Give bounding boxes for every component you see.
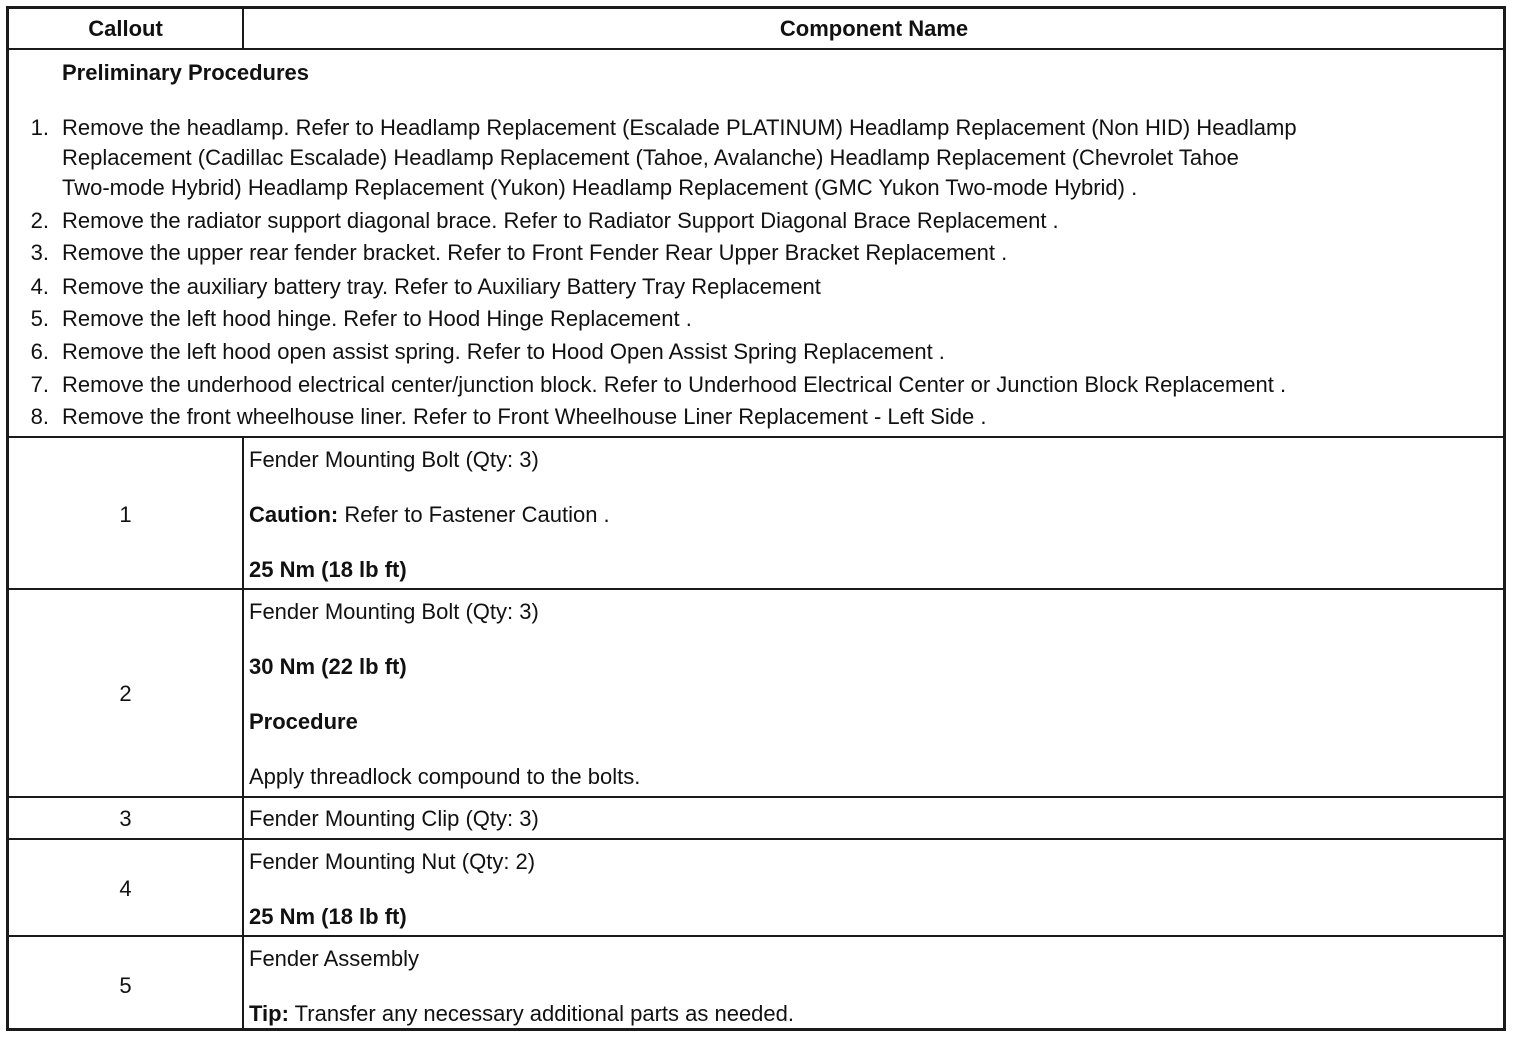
header-divider: [9, 48, 1503, 50]
step-text: Remove the front wheelhouse liner. Refer to Front Wheelhouse Liner Replacement - Left Side .: [62, 404, 987, 429]
step-number: 3.: [30, 240, 49, 265]
component-name: Fender Mounting Nut (Qty: 2): [249, 849, 536, 874]
tip-note: [249, 999, 794, 1029]
torque-spec: 30 Nm (22 lb ft): [249, 654, 407, 679]
step-text: Remove the upper rear fender bracket. Refer to Front Fender Rear Upper Bracket Replacement .: [62, 240, 1008, 265]
step-text: Remove the left hood hinge. Refer to Hood Hinge Replacement .: [62, 306, 692, 331]
step-text: Remove the auxiliary battery tray. Refer to Auxiliary Battery Tray Replacement: [62, 274, 821, 299]
step-number: 1.: [30, 115, 49, 140]
callout-number: 2: [119, 681, 132, 706]
row-divider: [9, 796, 1503, 798]
caution-label: Caution:: [249, 502, 339, 527]
step-number: 2.: [30, 208, 49, 233]
row-divider: [9, 588, 1503, 590]
step-number: 6.: [30, 339, 49, 364]
tip-label: Tip:: [249, 1001, 289, 1026]
component-table: [6, 6, 1506, 1031]
torque-spec: 25 Nm (18 lb ft): [249, 904, 407, 929]
step-text: Remove the headlamp. Refer to Headlamp Replacement (Escalade PLATINUM) Headlamp Replacement (Non HID) Headlamp: [62, 115, 1297, 140]
tip-text: Transfer any necessary additional parts as needed.: [288, 1001, 794, 1026]
header-callout: Callout: [88, 16, 163, 41]
callout-number: 3: [119, 806, 132, 831]
step-text: Remove the radiator support diagonal brace. Refer to Radiator Support Diagonal Brace Replacement .: [62, 208, 1059, 233]
callout-number: 1: [119, 502, 132, 527]
caution-note: [249, 500, 610, 530]
header-component-name: Component Name: [779, 16, 969, 41]
callout-number: 5: [119, 973, 132, 998]
row-divider: [9, 838, 1503, 840]
row-divider: [9, 935, 1503, 937]
component-name: Fender Assembly: [249, 946, 419, 971]
procedure-label: Procedure: [249, 709, 358, 734]
step-number: 5.: [30, 306, 49, 331]
procedure-text: Apply threadlock compound to the bolts.: [249, 764, 641, 789]
component-name: Fender Mounting Bolt (Qty: 3): [249, 447, 539, 472]
step-number: 7.: [30, 372, 49, 397]
callout-number: 4: [119, 876, 132, 901]
preliminary-divider: [9, 436, 1503, 438]
step-text: Remove the underhood electrical center/junction block. Refer to Underhood Electrical Center or Junction Block Replacement .: [62, 372, 1287, 397]
column-divider: [242, 436, 244, 1031]
step-text: Two-mode Hybrid) Headlamp Replacement (Yukon) Headlamp Replacement (GMC Yukon Two-mode Hybrid) .: [62, 175, 1138, 200]
step-text: Replacement (Cadillac Escalade) Headlamp Replacement (Tahoe, Avalanche) Headlamp Replacement (Chevrolet Tahoe: [62, 145, 1239, 170]
step-text: Remove the left hood open assist spring. Refer to Hood Open Assist Spring Replacement .: [62, 339, 945, 364]
torque-spec: 25 Nm (18 lb ft): [249, 557, 407, 582]
preliminary-title: Preliminary Procedures: [62, 60, 310, 85]
caution-text: Refer to Fastener Caution .: [338, 502, 610, 527]
component-name: Fender Mounting Clip (Qty: 3): [249, 806, 539, 831]
step-number: 8.: [30, 404, 49, 429]
step-number: 4.: [30, 274, 49, 299]
component-name: Fender Mounting Bolt (Qty: 3): [249, 599, 539, 624]
